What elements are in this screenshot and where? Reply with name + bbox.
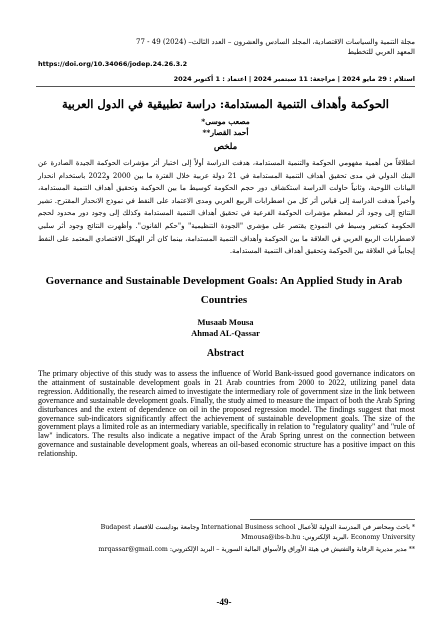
journal-line-1: مجلة التنمية والسياسات الاقتصادية، المجلد السادس والعشرون – العدد الثالث– (2024) 49 - 77 <box>135 38 415 46</box>
english-abstract: The primary objective of this study was to assess the influence of World Bank-issued good governance indicators on the attainment of sustainable development goals in 21 Arab countries from 2000 to 2022, utilizing panel data regression. Additionally, the research aimed to investigate the intermediary role of government size in the link between governance and sustainable development goals. Finally, the study aimed to measure the impact of both the Arab Spring disturbances and the extent of dependence on oil in the proposed regression model. The findings suggest that most governance sub-indicators significantly affect the achievement of sustainable development goals. The size of the government plays a limited role as an intermediary variable, specifically in relation to "regulatory quality" and "rule of law" indicators. The results also indicate a negative impact of the Arab Spring unrest on the connection between governance and sustainable development goals, whereas an oil-based economic structure has a positive impact on this relationship. <box>38 369 415 459</box>
arabic-abstract-heading: ملخص <box>213 142 238 152</box>
submission-dates: استلام : 29 مايو 2024 | مراجعة: 11 سبتمبر 2024 | اعتماد : 1 أكتوبر 2024 <box>173 75 415 83</box>
header-divider <box>36 86 415 87</box>
journal-line-2: المعهد العربي للتخطيط <box>347 48 415 56</box>
english-title: Governance and Sustainable Development Goals: An Applied Study in Arab Countries <box>45 275 403 306</box>
arabic-author-2: أحمد القصار** <box>202 128 249 137</box>
footnote-2: ** مدير مديرية الرقابة والتفتيش في هيئة الأوراق والأسواق المالية السورية – البريد الإلكتروني: mrqassar@gmail.com <box>98 546 415 553</box>
english-author-2: Ahmad AL-Qassar <box>191 328 260 338</box>
footnote-divider <box>250 519 415 520</box>
footnote-1-email: Economy University ،البريد الإلكتروني: Mmousa@ibs-b.hu <box>241 534 415 541</box>
arabic-title: الحوكمة وأهداف التنمية المستدامة: دراسة تطبيقية في الدول العربية <box>61 97 389 111</box>
english-author-1: Musaab Mousa <box>197 317 254 327</box>
arabic-author-1: مصعب موسى* <box>201 117 250 126</box>
arabic-abstract: انطلاقاً من أهمية مفهومي الحوكمة والتنمية المستدامة، هدفت الدراسة أولاً إلى اختبار أثر مؤشرات الحوكمة الجيدة الصادرة عن البنك الدولي في مدى تحقيق أهداف التنمية المستدامة في 21 دولة عربية خلال الفترة ما بين 2000 و2022 باستخدام انحدار البيانات اللوحية، وثانياً حاولت الدراسة استكشاف دور حجم الحكومة كوسيط ما بين الحوكمة وتحقيق أهداف التنمية المستدامة، وأخيراً هدفت الدراسة إلى قياس أثر كل من اضطرابات الربيع العربي ومدى الاعتماد على النفط في نموذج الانحدار المقترح. تشير النتائج إلى وجود أثر لمعظم مؤشرات الحوكمة الفرعية في تحقيق أهداف التنمية المستدامة وكذلك إلى وجود دور محدود لحجم الحكومة كمتغير وسيط في النموذج يقتصر على مؤشري "الجودة التنظيمية" و"حكم القانون". وأظهرت النتائج وجود أثر سلبي لاضطرابات الربيع العربي في العلاقة ما بين الحوكمة وأهداف التنمية المستدامة، بينما كان أثر الهيكل الاقتصادي المعتمد على النفط إيجابياً في العلاقة بين الحوكمة وتحقيق أهداف التنمية المستدامة. <box>38 159 415 256</box>
english-abstract-heading: Abstract <box>206 348 245 359</box>
footnote-1: * باحث ومحاضر في المدرسة الدولية للأعمال International Business school وجامعة بودابست للاقتصاد Budapest <box>100 524 415 531</box>
doi-link[interactable]: https://doi.org/10.34066/jodep.24.26.3.2 <box>38 60 188 68</box>
page-number: -49- <box>216 597 232 607</box>
